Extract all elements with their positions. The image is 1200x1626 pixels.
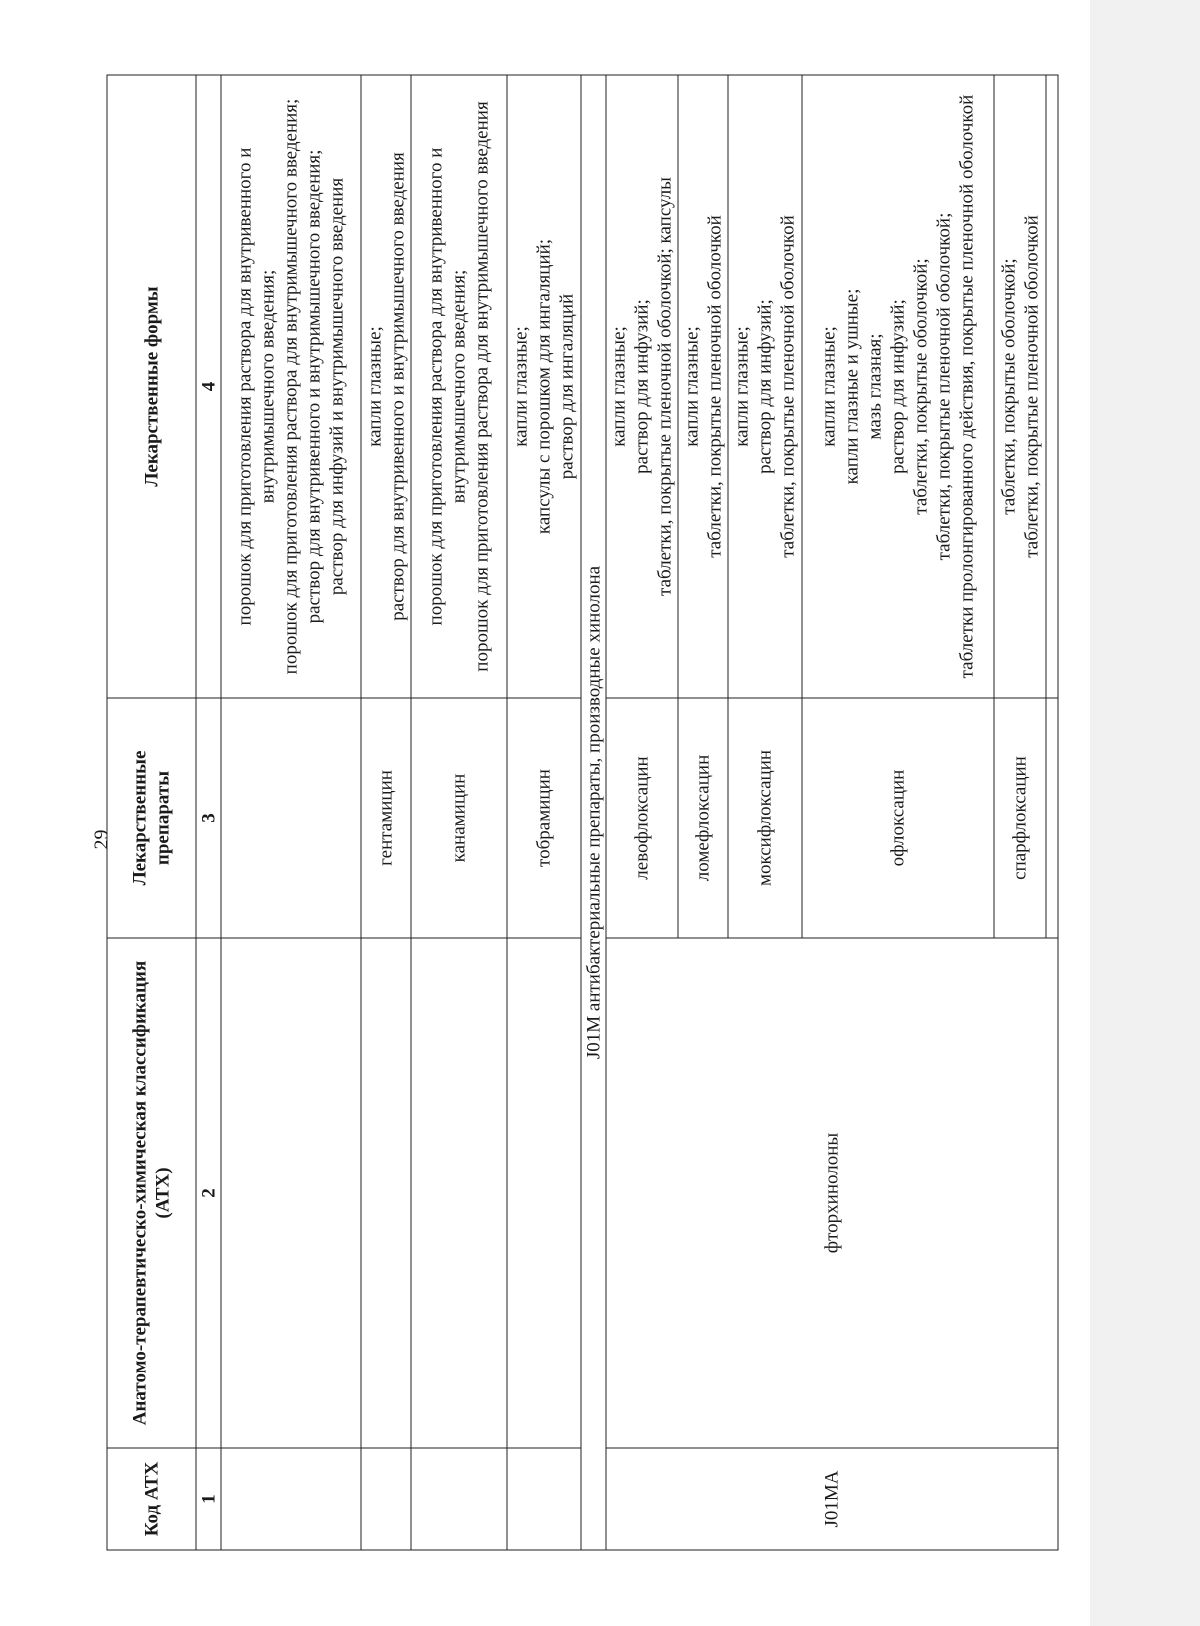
forms-cell [994, 75, 1046, 698]
drug-cell: ломефлоксацин [678, 698, 728, 938]
form-line: раствор для внутривенного и внутримышечного введения [387, 152, 408, 621]
forms-cell [411, 75, 507, 698]
table-row [221, 75, 361, 1550]
index-4: 4 [196, 75, 221, 698]
form-line: таблетки, покрытые пленочной оболочкой [777, 215, 799, 558]
page-margin-bar [1090, 0, 1200, 1626]
form-line: порошок для приготовления раствора для внутривенного и внутримышечного введения; [425, 147, 470, 626]
form-line: капсулы с порошком для ингаляций; [533, 238, 555, 535]
form-line: мазь глазная; [864, 333, 886, 440]
table-row [361, 75, 411, 1550]
drug-cell [1046, 698, 1058, 938]
form-line: капли глазные; [510, 326, 532, 447]
form-line: таблетки, покрытые пленочной оболочкой; [933, 212, 955, 561]
table-row [507, 75, 581, 1550]
form-line: раствор для внутривенного и внутримышечного введения; [303, 149, 325, 624]
drug-cell: спарфлоксацин [994, 698, 1046, 938]
rotated-table-container [107, 76, 1059, 1551]
form-line: таблетки, покрытые пленочной оболочкой [1021, 215, 1042, 558]
header-forms: Лекарственные формы [107, 75, 196, 698]
forms-cell [802, 75, 994, 698]
form-line: таблетки, покрытые оболочкой; [910, 258, 932, 515]
form-line: таблетки, покрытые оболочкой; [998, 258, 1019, 515]
table-header-row [107, 75, 196, 1550]
drug-cell: офлоксацин [802, 698, 994, 938]
column-index-row [196, 75, 221, 1550]
form-line: раствор для инфузий; [631, 299, 653, 474]
index-2: 2 [196, 938, 221, 1448]
index-3: 3 [196, 698, 221, 938]
table-row [411, 75, 507, 1550]
code-cell [221, 1448, 361, 1550]
group-code: J01MA [606, 1448, 1058, 1550]
header-drugs: Лекарственные препараты [107, 698, 196, 938]
form-line: таблетки пролонгированного действия, покрытые пленочной оболочкой [956, 94, 978, 679]
page-number: 29 [90, 829, 113, 850]
form-line: раствор для инфузий; [887, 299, 909, 474]
classification-cell [507, 938, 581, 1448]
atc-table [107, 75, 1059, 1551]
form-line: капли глазные; [818, 326, 840, 447]
form-line: раствор для ингаляций [556, 293, 578, 480]
group-name: фторхинолоны [606, 938, 1058, 1448]
header-code: Код АТХ [107, 1448, 196, 1550]
form-line: раствор для инфузий; [754, 299, 776, 474]
form-line: капли глазные; [681, 326, 702, 447]
form-line: раствор для инфузий и внутримышечного введения [326, 177, 348, 596]
classification-cell [411, 938, 507, 1448]
forms-cell [606, 75, 678, 698]
drug-cell: левофлоксацин [606, 698, 678, 938]
forms-cell [507, 75, 581, 698]
forms-cell [221, 75, 361, 698]
form-line: порошок для приготовления раствора для внутримышечного введения [471, 101, 493, 672]
form-line: капли глазные; [364, 326, 385, 447]
form-line: капли глазные; [608, 326, 630, 447]
section-heading: J01M антибактериальные препараты, производные хинолона [581, 75, 606, 1550]
header-classification: Анатомо-терапевтическо-химическая классификация (АТХ) [107, 938, 196, 1448]
drug-cell: тобрамицин [507, 698, 581, 938]
form-line: таблетки, покрытые пленочной оболочкой; капсулы [654, 177, 676, 596]
form-line: капли глазные; [731, 326, 753, 447]
drug-cell [221, 698, 361, 938]
forms-cell [361, 75, 411, 698]
form-line: порошок для приготовления раствора для внутримышечного введения; [280, 98, 302, 675]
forms-cell [678, 75, 728, 698]
form-line: таблетки, покрытые пленочной оболочкой [704, 215, 725, 558]
form-line: капли глазные и ушные; [841, 288, 863, 485]
drug-cell: моксифлоксацин [728, 698, 802, 938]
forms-cell [728, 75, 802, 698]
table-row [606, 75, 678, 1550]
classification-cell [221, 938, 361, 1448]
code-cell [361, 1448, 411, 1550]
section-heading-row [581, 75, 606, 1550]
drug-cell: канамицин [411, 698, 507, 938]
form-line: порошок для приготовления раствора для внутривенного и внутримышечного введения; [234, 147, 279, 626]
drug-cell: гентамицин [361, 698, 411, 938]
code-cell [507, 1448, 581, 1550]
classification-cell [361, 938, 411, 1448]
index-1: 1 [196, 1448, 221, 1550]
forms-cell [1046, 75, 1058, 698]
code-cell [411, 1448, 507, 1550]
